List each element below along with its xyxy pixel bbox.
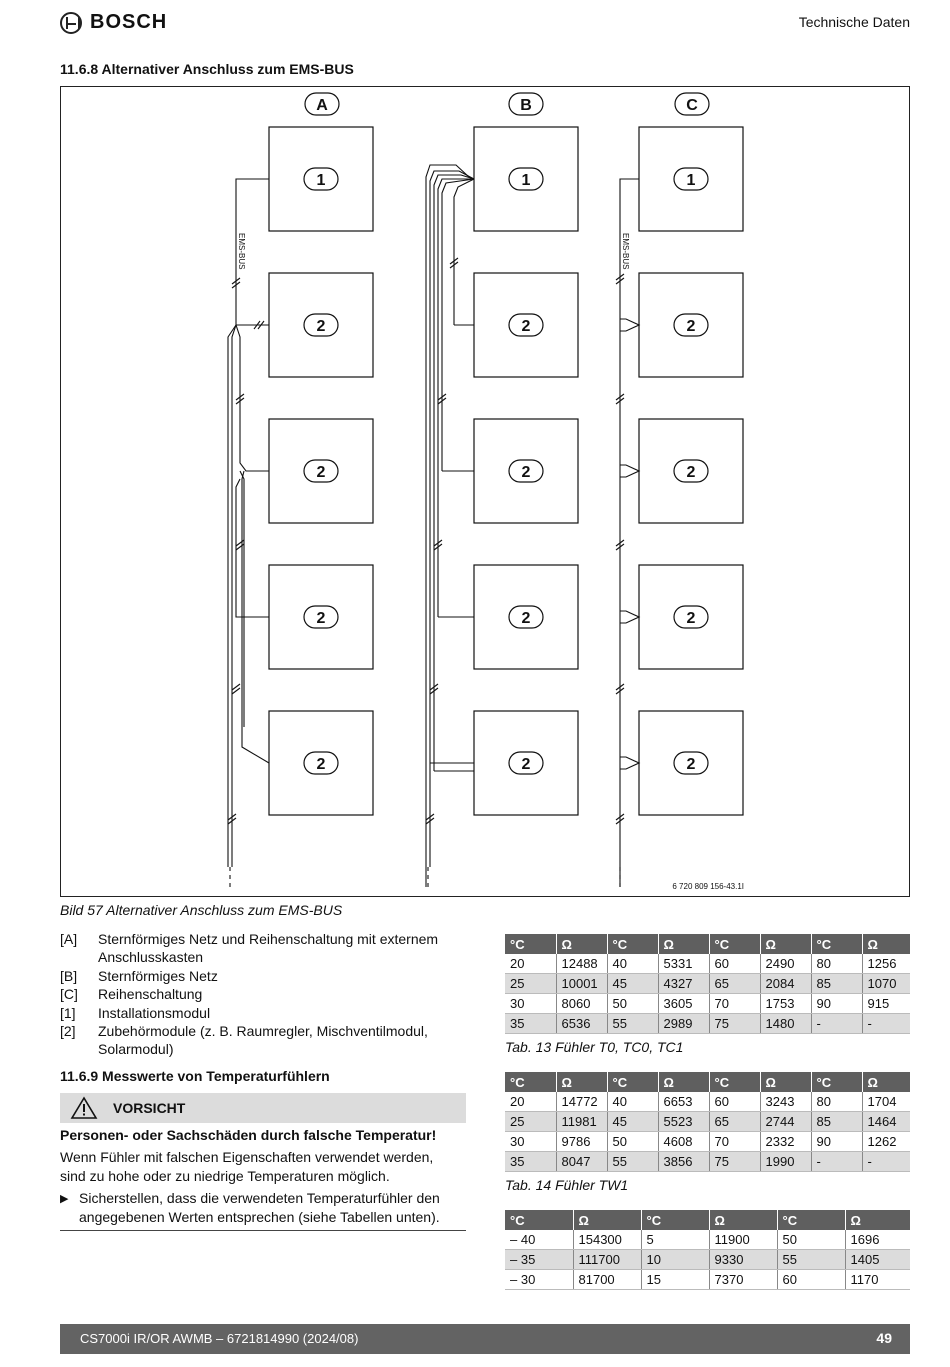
cell: 25 xyxy=(505,974,556,994)
bus-wire-c xyxy=(620,179,639,887)
wiring-diagram-svg xyxy=(61,87,909,896)
cell: 55 xyxy=(607,1152,658,1172)
legend-item xyxy=(60,1004,470,1022)
cell: 85 xyxy=(811,1112,862,1132)
module-label-1-label: 1 xyxy=(521,172,531,189)
cell: 1464 xyxy=(862,1112,910,1132)
col-header: Ω xyxy=(760,934,811,954)
figure-legend xyxy=(60,930,470,1059)
table-row xyxy=(505,1112,910,1132)
legend-text: Sternförmiges Netz und Reihenschaltung mit externem Anschlusskasten xyxy=(98,931,439,966)
col-header: Ω xyxy=(658,934,709,954)
warning-label: VORSICHT xyxy=(113,1100,186,1116)
col-header: Ω xyxy=(845,1210,910,1230)
cell: 1070 xyxy=(862,974,910,994)
col-header: °C xyxy=(607,1072,658,1092)
col-header: Ω xyxy=(760,1072,811,1092)
cell: 90 xyxy=(811,1132,862,1152)
cell: 40 xyxy=(607,1092,658,1112)
cell: 3605 xyxy=(658,994,709,1014)
cell: 20 xyxy=(505,954,556,974)
cell: 1480 xyxy=(760,1014,811,1034)
col-header: Ω xyxy=(709,1210,777,1230)
legend-key: [A] xyxy=(60,931,78,947)
legend-key: [2] xyxy=(60,1023,76,1040)
col-header: Ω xyxy=(658,1072,709,1092)
bus-branch-c xyxy=(620,465,639,477)
table-row xyxy=(505,1152,910,1172)
cell: 81700 xyxy=(573,1270,641,1290)
module-label-2-label: 2 xyxy=(521,464,531,481)
module-label-2-label: 2 xyxy=(521,756,531,773)
cell: 55 xyxy=(607,1014,658,1034)
brand-name: BOSCH xyxy=(90,11,168,33)
cell: 3856 xyxy=(658,1152,709,1172)
col-header: °C xyxy=(811,934,862,954)
cell: 70 xyxy=(709,1132,760,1152)
bus-branch-c xyxy=(620,319,639,331)
col-header: °C xyxy=(641,1210,709,1230)
table-header-row xyxy=(505,934,910,954)
legend-key: [1] xyxy=(60,1004,76,1021)
cell: 4327 xyxy=(658,974,709,994)
table-14-caption: Tab. 14 Fühler TW1 xyxy=(505,1177,629,1193)
cell: 40 xyxy=(607,954,658,974)
cell: 1753 xyxy=(760,994,811,1014)
legend-text: Reihenschaltung xyxy=(98,986,203,1003)
warning-headline: Personen- oder Sachschäden durch falsche Temperatur! xyxy=(60,1127,437,1143)
cell: – 35 xyxy=(505,1250,573,1270)
cell: 30 xyxy=(505,994,556,1014)
col-header: °C xyxy=(811,1072,862,1092)
column-header-c-label: C xyxy=(686,97,698,114)
bosch-armature-icon xyxy=(60,12,82,34)
column-header-a-label: A xyxy=(316,97,328,114)
document-reference: CS7000i IR/OR AWMB – 6721814990 (2024/08) xyxy=(80,1331,359,1346)
cell: - xyxy=(811,1014,862,1034)
cell: 111700 xyxy=(573,1250,641,1270)
legend-item xyxy=(60,985,470,1003)
cell: 35 xyxy=(505,1152,556,1172)
table-13 xyxy=(505,934,910,1034)
bus-wire-a xyxy=(236,479,269,617)
col-header: Ω xyxy=(862,1072,910,1092)
cell: 5523 xyxy=(658,1112,709,1132)
cell: 9330 xyxy=(709,1250,777,1270)
cell: 2084 xyxy=(760,974,811,994)
module-label-2-label: 2 xyxy=(521,318,531,335)
col-header: °C xyxy=(709,934,760,954)
cell: 2744 xyxy=(760,1112,811,1132)
ems-bus-label: EMS-BUS xyxy=(621,233,630,270)
cell: – 30 xyxy=(505,1270,573,1290)
cell: 1990 xyxy=(760,1152,811,1172)
legend-key: [C] xyxy=(60,986,78,1003)
heading-11-6-8: 11.6.8 Alternativer Anschluss zum EMS-BUS xyxy=(60,61,354,77)
module-label-1-label: 1 xyxy=(686,172,696,189)
col-header: °C xyxy=(505,1210,573,1230)
table-row xyxy=(505,1014,910,1034)
cell: 5 xyxy=(641,1230,709,1250)
cell: 20 xyxy=(505,1092,556,1112)
cell: 7370 xyxy=(709,1270,777,1290)
bus-branch-c xyxy=(620,611,639,623)
cell: 3243 xyxy=(760,1092,811,1112)
cell: 65 xyxy=(709,974,760,994)
table-header-row xyxy=(505,1210,910,1230)
table-15 xyxy=(505,1210,910,1290)
warning-divider xyxy=(60,1230,466,1231)
table-13-caption: Tab. 13 Fühler T0, TC0, TC1 xyxy=(505,1039,684,1055)
cell: 2490 xyxy=(760,954,811,974)
bus-wire-a xyxy=(232,325,236,867)
col-header: °C xyxy=(709,1072,760,1092)
heading-11-6-9: 11.6.9 Messwerte von Temperaturfühlern xyxy=(60,1068,330,1084)
cell: 915 xyxy=(862,994,910,1014)
cell: 10 xyxy=(641,1250,709,1270)
table-row xyxy=(505,954,910,974)
cell: 55 xyxy=(777,1250,845,1270)
cell: 45 xyxy=(607,974,658,994)
table-row xyxy=(505,994,910,1014)
cell: 30 xyxy=(505,1132,556,1152)
col-header: °C xyxy=(505,1072,556,1092)
module-label-2-label: 2 xyxy=(686,756,696,773)
page-number: 49 xyxy=(876,1330,892,1346)
cell: 80 xyxy=(811,1092,862,1112)
table-row xyxy=(505,1092,910,1112)
cell: 1704 xyxy=(862,1092,910,1112)
cell: 12488 xyxy=(556,954,607,974)
col-header: °C xyxy=(505,934,556,954)
legend-key: [B] xyxy=(60,967,78,984)
cell: 60 xyxy=(709,954,760,974)
cell: 85 xyxy=(811,974,862,994)
col-header: Ω xyxy=(556,1072,607,1092)
cell: 50 xyxy=(607,1132,658,1152)
cell: 11981 xyxy=(556,1112,607,1132)
legend-item xyxy=(60,967,470,985)
figure-caption: Bild 57 Alternativer Anschluss zum EMS-BUS xyxy=(60,902,343,918)
action-bullet-icon: ▶ xyxy=(60,1193,69,1205)
col-header: Ω xyxy=(573,1210,641,1230)
cell: 1405 xyxy=(845,1250,910,1270)
warning-triangle-icon xyxy=(70,1096,98,1120)
module-label-2-label: 2 xyxy=(686,610,696,627)
module-label-2-label: 2 xyxy=(316,610,326,627)
module-label-2-label: 2 xyxy=(686,318,696,335)
cell: - xyxy=(862,1152,910,1172)
module-label-2-label: 2 xyxy=(316,756,326,773)
table-header-row xyxy=(505,1072,910,1092)
cell: 6536 xyxy=(556,1014,607,1034)
legend-text: Installationsmodul xyxy=(98,1004,211,1021)
warning-text: Wenn Fühler mit falschen Eigenschaften verwendet werden, sind zu hohe oder zu niedrige Temperaturen möglich. xyxy=(60,1149,434,1184)
cell: - xyxy=(862,1014,910,1034)
table-row xyxy=(505,1250,910,1270)
cell: 35 xyxy=(505,1014,556,1034)
cell: 5331 xyxy=(658,954,709,974)
cell: 80 xyxy=(811,954,862,974)
cell: 60 xyxy=(709,1092,760,1112)
legend-item xyxy=(60,930,470,967)
module-label-2-label: 2 xyxy=(316,464,326,481)
cell: 65 xyxy=(709,1112,760,1132)
bus-wire-b xyxy=(426,165,474,887)
cell: 10001 xyxy=(556,974,607,994)
cell: 75 xyxy=(709,1152,760,1172)
cell: 50 xyxy=(777,1230,845,1250)
cell: 90 xyxy=(811,994,862,1014)
cell: - xyxy=(811,1152,862,1172)
cell: 6653 xyxy=(658,1092,709,1112)
cell: 50 xyxy=(607,994,658,1014)
cell: 8060 xyxy=(556,994,607,1014)
col-header: °C xyxy=(777,1210,845,1230)
cell: 11900 xyxy=(709,1230,777,1250)
module-label-2-label: 2 xyxy=(521,610,531,627)
cell: 75 xyxy=(709,1014,760,1034)
ems-bus-diagram xyxy=(60,86,910,897)
cell: 1170 xyxy=(845,1270,910,1290)
table-14 xyxy=(505,1072,910,1172)
module-label-2-label: 2 xyxy=(686,464,696,481)
col-header: Ω xyxy=(556,934,607,954)
cell: 15 xyxy=(641,1270,709,1290)
legend-text: Zubehörmodule (z. B. Raumregler, Mischventilmodul, Solarmodul) xyxy=(98,1023,428,1058)
cell: 25 xyxy=(505,1112,556,1132)
cell: 154300 xyxy=(573,1230,641,1250)
section-title: Technische Daten xyxy=(798,14,910,30)
cell: 1262 xyxy=(862,1132,910,1152)
table-row xyxy=(505,974,910,994)
bus-wire-a xyxy=(236,325,269,471)
col-header: Ω xyxy=(862,934,910,954)
cell: 2332 xyxy=(760,1132,811,1152)
cell: 60 xyxy=(777,1270,845,1290)
cell: 9786 xyxy=(556,1132,607,1152)
cell: 45 xyxy=(607,1112,658,1132)
cell: 2989 xyxy=(658,1014,709,1034)
cell: 4608 xyxy=(658,1132,709,1152)
bus-branch-c xyxy=(620,757,639,769)
legend-item xyxy=(60,1022,470,1059)
ems-bus-label: EMS-BUS xyxy=(237,233,246,270)
cell: 70 xyxy=(709,994,760,1014)
action-text: Sicherstellen, dass die verwendeten Temperaturfühler den angegebenen Werten entsprechen (siehe Tabellen unten). xyxy=(79,1190,440,1225)
table-row xyxy=(505,1230,910,1250)
legend-text: Sternförmiges Netz xyxy=(98,967,218,984)
figure-id: 6 720 809 156-43.1I xyxy=(672,882,744,891)
cell: 8047 xyxy=(556,1152,607,1172)
cell: 1696 xyxy=(845,1230,910,1250)
bus-wire-b xyxy=(438,179,474,617)
page-footer xyxy=(60,1324,910,1354)
table-row xyxy=(505,1132,910,1152)
table-row xyxy=(505,1270,910,1290)
cell: – 40 xyxy=(505,1230,573,1250)
module-label-2-label: 2 xyxy=(316,318,326,335)
module-label-1-label: 1 xyxy=(316,172,326,189)
cell: 1256 xyxy=(862,954,910,974)
column-header-b-label: B xyxy=(520,97,532,114)
col-header: °C xyxy=(607,934,658,954)
bus-wire-b xyxy=(454,179,474,325)
cell: 14772 xyxy=(556,1092,607,1112)
bosch-logo xyxy=(60,11,167,34)
